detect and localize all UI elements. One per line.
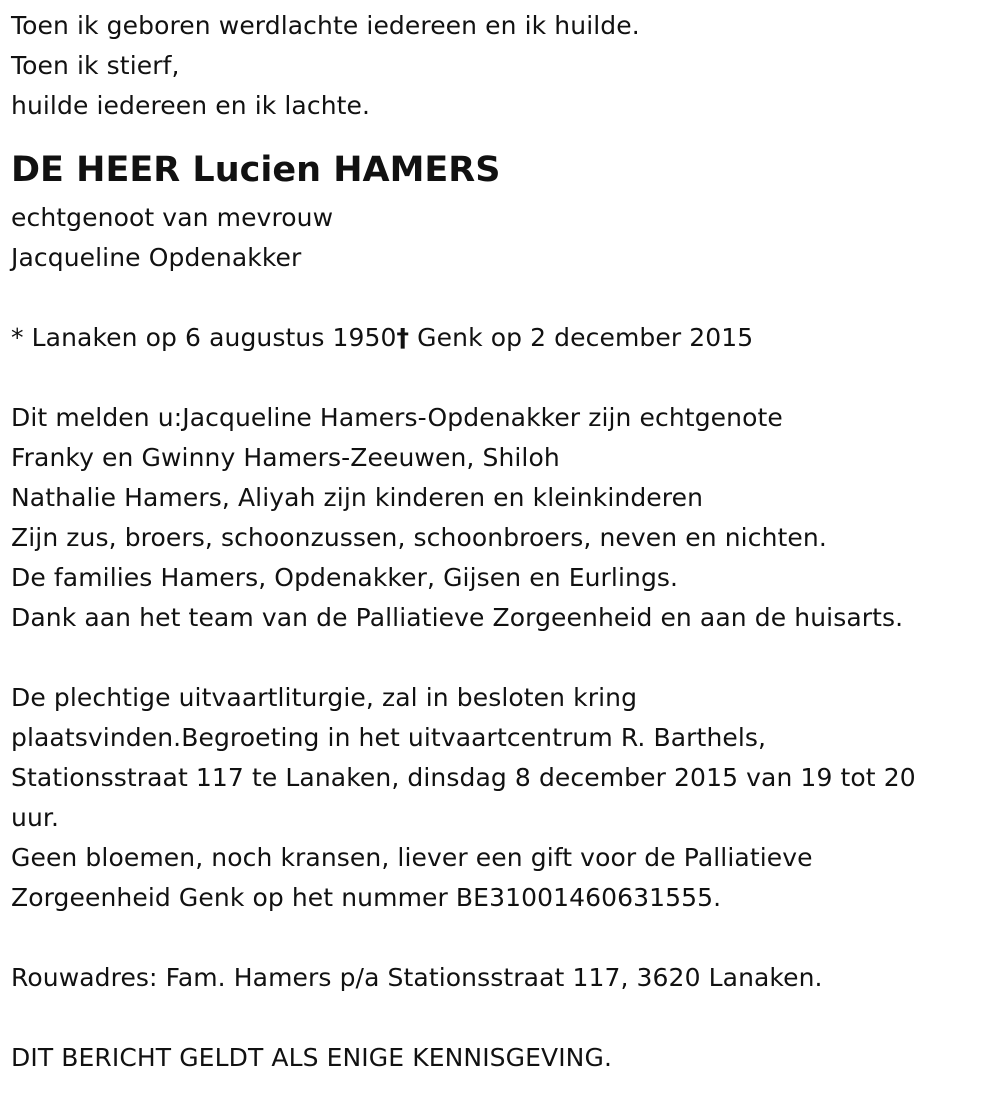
poem-line: Toen ik stierf, (11, 51, 180, 80)
poem-line: huilde iedereen en ik lachte. (11, 91, 371, 120)
spacer (11, 638, 991, 678)
spouse-line: echtgenoot van mevrouw (11, 203, 334, 232)
death-date: Genk op 2 december 2015 (409, 323, 754, 352)
spacer (11, 998, 991, 1038)
cross-icon: † (396, 323, 410, 352)
ceremony-line: Stationsstraat 117 te Lanaken, dinsdag 8 december 2015 van 19 tot 20 (11, 763, 916, 792)
family-line: Franky en Gwinny Hamers-Zeeuwen, Shiloh (11, 443, 560, 472)
birth-death-dates (11, 318, 991, 358)
family-line: De families Hamers, Opdenakker, Gijsen en Eurlings. (11, 563, 679, 592)
spacer (11, 918, 991, 958)
spouse-line: Jacqueline Opdenakker (11, 243, 302, 272)
sole-notice: DIT BERICHT GELDT ALS ENIGE KENNISGEVING. (11, 1043, 612, 1072)
birth-date: * Lanaken op 6 augustus 1950 (11, 323, 397, 352)
ceremony-info (11, 678, 991, 918)
obituary-notice (11, 6, 991, 1078)
spacer (11, 278, 991, 318)
family-line: Zijn zus, broers, schoonzussen, schoonbroers, neven en nichten. (11, 523, 827, 552)
ceremony-line: De plechtige uitvaartliturgie, zal in besloten kring (11, 683, 638, 712)
spouse-info (11, 198, 991, 278)
mourning-address: Rouwadres: Fam. Hamers p/a Stationsstraat 117, 3620 Lanaken. (11, 963, 823, 992)
family-line: Dank aan het team van de Palliatieve Zorgeenheid en aan de huisarts. (11, 603, 904, 632)
poem-line: Toen ik geboren werdlachte iedereen en ik huilde. (11, 11, 640, 40)
ceremony-line: Zorgeenheid Genk op het nummer BE31001460631555. (11, 883, 722, 912)
deceased-name-heading: DE HEER Lucien HAMERS (11, 150, 501, 190)
spacer (11, 358, 991, 398)
family-line: Dit melden u:Jacqueline Hamers-Opdenakker zijn echtgenote (11, 403, 783, 432)
family-line: Nathalie Hamers, Aliyah zijn kinderen en kleinkinderen (11, 483, 704, 512)
family-announcement (11, 398, 991, 638)
ceremony-line: Geen bloemen, noch kransen, liever een gift voor de Palliatieve (11, 843, 813, 872)
poem (11, 6, 991, 126)
ceremony-line: plaatsvinden.Begroeting in het uitvaartcentrum R. Barthels, (11, 723, 767, 752)
ceremony-line: uur. (11, 803, 60, 832)
